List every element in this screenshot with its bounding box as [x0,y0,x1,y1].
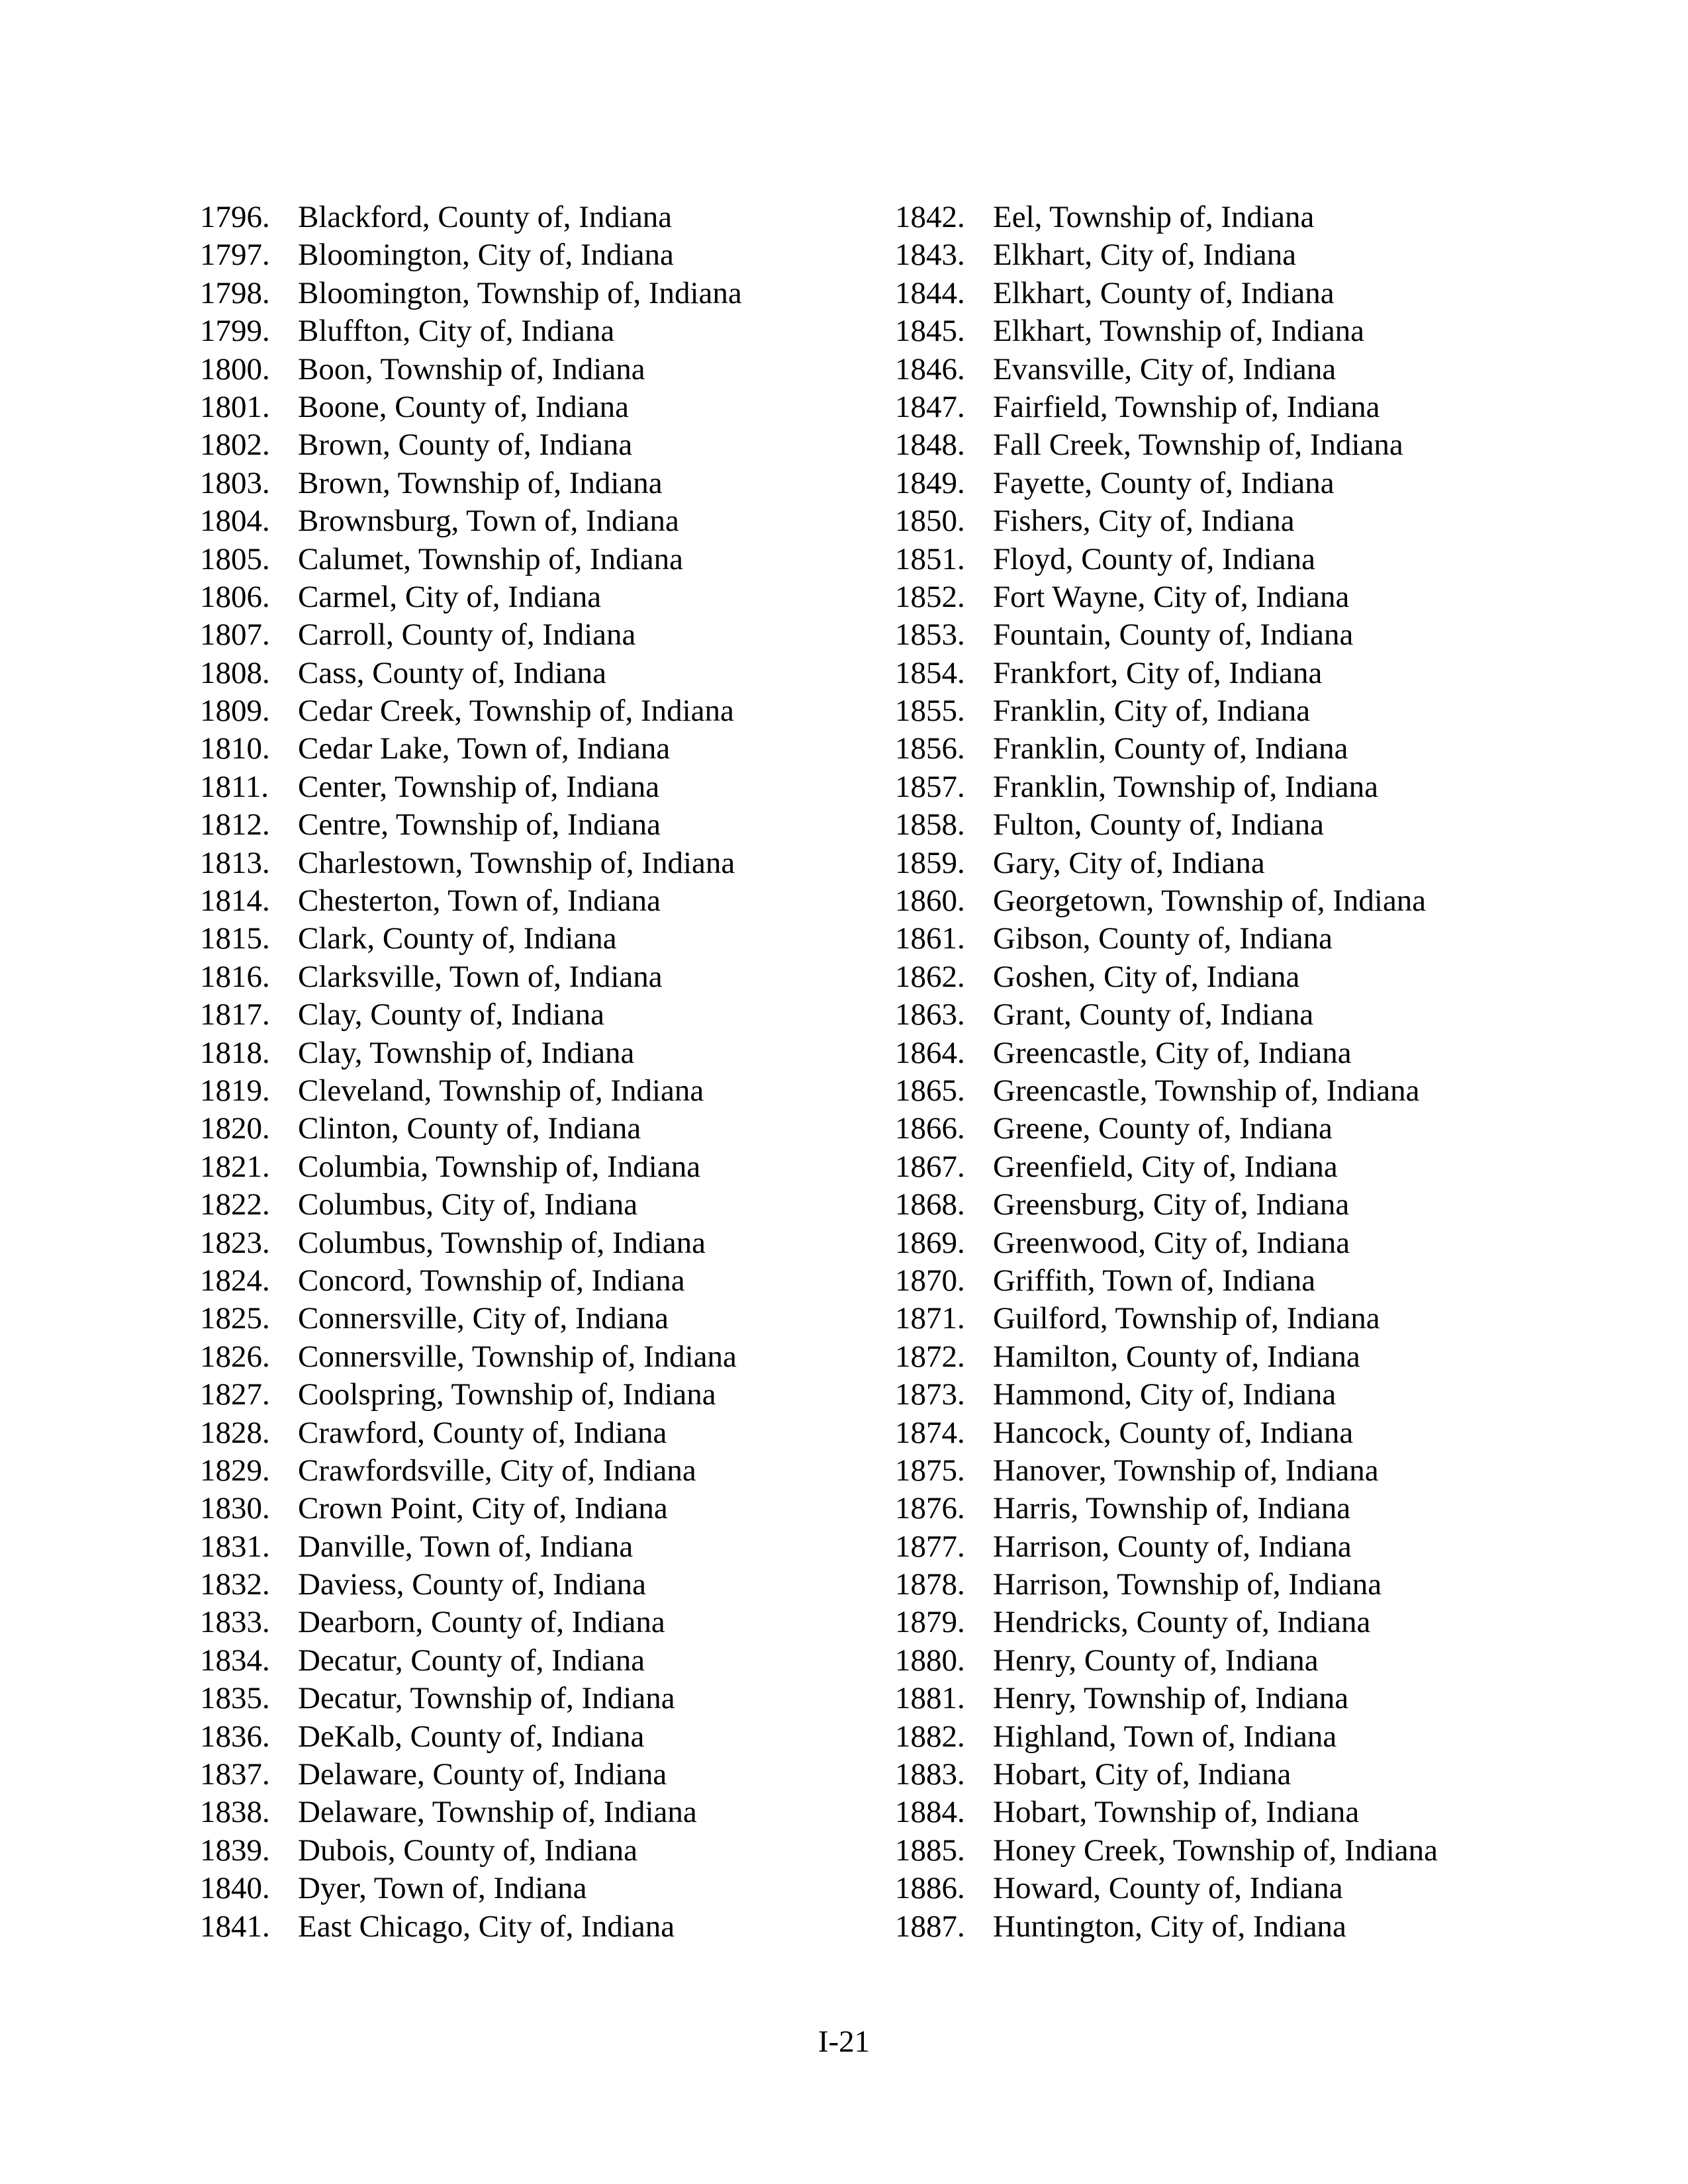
list-item [895,1262,1557,1300]
entry-number: 1851. [895,541,965,576]
entry-number: 1865. [895,1073,965,1108]
entry-number: 1796. [200,200,270,234]
entry-number: 1884. [895,1795,965,1830]
entry-number: 1863. [895,997,965,1032]
entry-name: Franklin, City of, Indiana [993,694,1311,729]
entry-name: Bluffton, City of, Indiana [298,314,615,349]
list-item [200,1642,862,1680]
entry-name: Bloomington, Township of, Indiana [298,275,742,310]
entry-name: Hancock, County of, Indiana [993,1415,1354,1450]
list-item [200,882,862,920]
entry-number: 1803. [200,465,270,500]
entry-number: 1820. [200,1111,270,1146]
entry-number: 1868. [895,1187,965,1222]
entry-name: Cedar Creek, Township of, Indiana [298,694,734,729]
entry-name: Greene, County of, Indiana [993,1111,1333,1146]
list-item [895,312,1557,350]
list-item [200,465,862,502]
entry-name: Goshen, City of, Indiana [993,959,1300,994]
entry-number: 1857. [895,769,965,804]
entry-name: Evansville, City of, Indiana [993,351,1336,387]
list-item [895,426,1557,464]
list-item [200,806,862,844]
list-item [200,996,862,1034]
entry-name: Hobart, City of, Indiana [993,1757,1291,1792]
entry-number: 1860. [895,884,965,919]
list-item [895,541,1557,578]
list-item [895,1794,1557,1831]
entry-number: 1821. [200,1149,270,1184]
list-item [895,1756,1557,1794]
list-item [895,1224,1557,1262]
entry-number: 1799. [200,314,270,349]
list-item [200,1300,862,1338]
entry-number: 1867. [895,1149,965,1184]
entry-name: Eel, Township of, Indiana [993,200,1315,234]
entry-name: Huntington, City of, Indiana [993,1909,1346,1944]
entry-number: 1882. [895,1719,965,1754]
entry-number: 1826. [200,1339,270,1374]
list-item [895,1414,1557,1452]
entry-number: 1846. [895,351,965,387]
entry-name: Columbus, City of, Indiana [298,1187,638,1222]
list-item [895,1604,1557,1641]
entry-number: 1836. [200,1719,270,1754]
list-item [895,1376,1557,1414]
entry-number: 1832. [200,1567,270,1602]
list-item [200,1528,862,1566]
entry-number: 1870. [895,1263,965,1298]
list-item [895,1566,1557,1604]
entry-name: Blackford, County of, Indiana [298,200,673,234]
entry-number: 1824. [200,1263,270,1298]
entry-number: 1802. [200,428,270,463]
list-item [895,958,1557,996]
entry-name: Decatur, County of, Indiana [298,1643,645,1678]
entry-name: Fayette, County of, Indiana [993,465,1335,500]
entry-number: 1869. [895,1225,965,1260]
entry-name: DeKalb, County of, Indiana [298,1719,645,1754]
list-item [200,275,862,312]
list-item [200,616,862,654]
list-item [200,655,862,692]
entry-name: Floyd, County of, Indiana [993,541,1315,576]
entry-number: 1798. [200,275,270,310]
entry-name: Decatur, Township of, Indiana [298,1681,675,1716]
entry-number: 1814. [200,884,270,919]
list-item [200,1376,862,1414]
entry-number: 1856. [895,731,965,766]
entry-name: Clinton, County of, Indiana [298,1111,641,1146]
entry-name: Center, Township of, Indiana [298,769,660,804]
entry-name: Harrison, Township of, Indiana [993,1567,1382,1602]
entry-number: 1842. [895,200,965,234]
list-item [200,388,862,426]
list-item [200,1756,862,1794]
entry-number: 1845. [895,314,965,349]
entry-number: 1812. [200,807,270,842]
list-item [895,806,1557,844]
entry-number: 1810. [200,731,270,766]
list-item [200,312,862,350]
list-item [200,199,862,236]
entry-name: Delaware, County of, Indiana [298,1757,667,1792]
list-item [200,768,862,806]
entry-number: 1847. [895,389,965,424]
entry-number: 1828. [200,1415,270,1450]
entry-number: 1883. [895,1757,965,1792]
entry-name: Guilford, Township of, Indiana [993,1301,1380,1336]
entry-name: Greenwood, City of, Indiana [993,1225,1350,1260]
entry-number: 1800. [200,351,270,387]
entry-name: Highland, Town of, Indiana [993,1719,1337,1754]
entry-name: Connersville, City of, Indiana [298,1301,669,1336]
entry-name: Crown Point, City of, Indiana [298,1491,668,1526]
entry-number: 1822. [200,1187,270,1222]
list-item [200,1186,862,1224]
list-item [895,465,1557,502]
list-item [200,1908,862,1946]
entry-number: 1807. [200,617,270,653]
entry-number: 1858. [895,807,965,842]
list-item [200,1338,862,1376]
entry-number: 1880. [895,1643,965,1678]
entry-name: Clark, County of, Indiana [298,921,617,956]
entry-number: 1859. [895,845,965,880]
list-item [895,199,1557,236]
entry-number: 1861. [895,921,965,956]
list-item [200,844,862,882]
entry-name: Calumet, Township of, Indiana [298,541,683,576]
list-item [895,1110,1557,1148]
entry-name: Coolspring, Township of, Indiana [298,1377,716,1412]
list-item [200,1452,862,1490]
entry-name: Centre, Township of, Indiana [298,807,661,842]
entry-name: Connersville, Township of, Indiana [298,1339,737,1374]
entry-name: Greencastle, City of, Indiana [993,1035,1352,1070]
list-item [200,730,862,768]
entry-number: 1874. [895,1415,965,1450]
list-item [895,1908,1557,1946]
entry-name: Gibson, County of, Indiana [993,921,1333,956]
entry-number: 1825. [200,1301,270,1336]
list-item [200,1072,862,1110]
entry-name: Frankfort, City of, Indiana [993,655,1323,690]
left-column [200,199,862,1946]
entry-number: 1805. [200,541,270,576]
list-item [895,1338,1557,1376]
list-item [200,426,862,464]
list-item [895,1832,1557,1870]
entry-number: 1831. [200,1529,270,1564]
entry-name: Clay, Township of, Indiana [298,1035,635,1070]
entry-name: Griffith, Town of, Indiana [993,1263,1316,1298]
list-item [895,502,1557,540]
entry-name: Franklin, Township of, Indiana [993,769,1378,804]
entry-name: Clay, County of, Indiana [298,997,604,1032]
list-item [895,1718,1557,1756]
entry-name: Hendricks, County of, Indiana [993,1605,1371,1640]
list-item [895,388,1557,426]
list-item [895,844,1557,882]
entry-name: Brown, County of, Indiana [298,428,633,463]
entry-number: 1873. [895,1377,965,1412]
list-item [895,655,1557,692]
list-item [895,1870,1557,1907]
entry-name: Greencastle, Township of, Indiana [993,1073,1420,1108]
entry-number: 1808. [200,655,270,690]
entry-number: 1823. [200,1225,270,1260]
entry-number: 1841. [200,1909,270,1944]
entry-number: 1844. [895,275,965,310]
entry-number: 1862. [895,959,965,994]
entry-name: Boon, Township of, Indiana [298,351,645,387]
right-column [895,199,1557,1946]
entry-name: Daviess, County of, Indiana [298,1567,647,1602]
list-item [895,1490,1557,1527]
list-item [895,1186,1557,1224]
entry-name: Hammond, City of, Indiana [993,1377,1336,1412]
entry-name: Charlestown, Township of, Indiana [298,845,735,880]
entry-number: 1850. [895,504,965,539]
list-item [200,1224,862,1262]
entry-name: Howard, County of, Indiana [993,1871,1343,1906]
entry-number: 1843. [895,238,965,273]
entry-number: 1817. [200,997,270,1032]
entry-number: 1809. [200,694,270,729]
entry-number: 1834. [200,1643,270,1678]
entry-number: 1838. [200,1795,270,1830]
list-item [200,502,862,540]
entry-number: 1848. [895,428,965,463]
list-item [895,1452,1557,1490]
entry-number: 1816. [200,959,270,994]
entry-name: Fall Creek, Township of, Indiana [993,428,1403,463]
entry-number: 1818. [200,1035,270,1070]
entry-number: 1864. [895,1035,965,1070]
list-item [200,1490,862,1527]
list-item [895,768,1557,806]
list-item [895,730,1557,768]
entry-number: 1876. [895,1491,965,1526]
entry-name: Bloomington, City of, Indiana [298,238,674,273]
entry-number: 1813. [200,845,270,880]
entry-name: Greensburg, City of, Indiana [993,1187,1350,1222]
list-item [895,1680,1557,1717]
entry-number: 1837. [200,1757,270,1792]
list-item [200,1148,862,1186]
list-item [895,1528,1557,1566]
entry-number: 1879. [895,1605,965,1640]
list-item [200,1870,862,1907]
list-item [895,236,1557,274]
entry-name: Harrison, County of, Indiana [993,1529,1352,1564]
entry-name: Fulton, County of, Indiana [993,807,1324,842]
entry-name: Cedar Lake, Town of, Indiana [298,731,671,766]
entry-number: 1887. [895,1909,965,1944]
list-item [895,1034,1557,1072]
list-item [200,920,862,958]
entry-name: Gary, City of, Indiana [993,845,1265,880]
entry-name: Danville, Town of, Indiana [298,1529,633,1564]
entry-number: 1806. [200,579,270,614]
entry-number: 1854. [895,655,965,690]
entry-number: 1819. [200,1073,270,1108]
entry-name: Greenfield, City of, Indiana [993,1149,1338,1184]
entry-number: 1849. [895,465,965,500]
entry-number: 1878. [895,1567,965,1602]
entry-number: 1853. [895,617,965,653]
entry-name: Cass, County of, Indiana [298,655,607,690]
entry-number: 1827. [200,1377,270,1412]
entry-name: Clarksville, Town of, Indiana [298,959,663,994]
list-item [200,1034,862,1072]
entry-name: Henry, County of, Indiana [993,1643,1319,1678]
list-item [200,578,862,616]
list-item [200,1718,862,1756]
entry-name: Boone, County of, Indiana [298,389,629,424]
list-item [200,541,862,578]
entry-name: Elkhart, City of, Indiana [993,238,1297,273]
entry-name: Dearborn, County of, Indiana [298,1605,665,1640]
entry-name: Harris, Township of, Indiana [993,1491,1351,1526]
entry-name: Franklin, County of, Indiana [993,731,1348,766]
list-item [200,1680,862,1717]
entry-name: Hamilton, County of, Indiana [993,1339,1360,1374]
entry-number: 1866. [895,1111,965,1146]
entry-number: 1833. [200,1605,270,1640]
list-item [895,616,1557,654]
list-item [895,1148,1557,1186]
entry-name: Hobart, Township of, Indiana [993,1795,1360,1830]
list-item [200,351,862,388]
list-item [895,275,1557,312]
entry-name: Honey Creek, Township of, Indiana [993,1833,1438,1868]
list-item [895,692,1557,730]
list-item [200,1794,862,1831]
entry-name: Georgetown, Township of, Indiana [993,884,1427,919]
entry-name: Columbus, Township of, Indiana [298,1225,706,1260]
entry-number: 1839. [200,1833,270,1868]
entry-name: Concord, Township of, Indiana [298,1263,685,1298]
list-item [200,958,862,996]
entry-name: Fishers, City of, Indiana [993,504,1295,539]
list-item [895,1642,1557,1680]
entry-name: Grant, County of, Indiana [993,997,1314,1032]
entry-name: Elkhart, County of, Indiana [993,275,1335,310]
entry-number: 1815. [200,921,270,956]
entry-number: 1877. [895,1529,965,1564]
list-item [200,1110,862,1148]
entry-number: 1801. [200,389,270,424]
entry-number: 1840. [200,1871,270,1906]
entry-name: Crawfordsville, City of, Indiana [298,1453,696,1488]
entry-name: Brown, Township of, Indiana [298,465,663,500]
entry-name: Carroll, County of, Indiana [298,617,636,653]
list-item [895,920,1557,958]
entry-number: 1855. [895,694,965,729]
entry-number: 1881. [895,1681,965,1716]
list-item [895,578,1557,616]
entry-number: 1797. [200,238,270,273]
entry-name: Carmel, City of, Indiana [298,579,602,614]
list-item [895,351,1557,388]
list-item [200,1566,862,1604]
entry-name: Cleveland, Township of, Indiana [298,1073,704,1108]
entry-name: Dubois, County of, Indiana [298,1833,638,1868]
list-item [895,882,1557,920]
entry-number: 1830. [200,1491,270,1526]
entry-number: 1872. [895,1339,965,1374]
entry-number: 1835. [200,1681,270,1716]
entry-name: Fort Wayne, City of, Indiana [993,579,1350,614]
list-item [200,236,862,274]
entry-name: East Chicago, City of, Indiana [298,1909,675,1944]
list-item [200,1832,862,1870]
entry-name: Delaware, Township of, Indiana [298,1795,697,1830]
list-item [200,1414,862,1452]
list-item [200,1604,862,1641]
list-item [200,1262,862,1300]
list-item [895,1072,1557,1110]
list-item [895,996,1557,1034]
page-number: I-21 [818,2025,870,2059]
entry-name: Fairfield, Township of, Indiana [993,389,1380,424]
entry-number: 1886. [895,1871,965,1906]
entry-name: Elkhart, Township of, Indiana [993,314,1365,349]
entry-name: Brownsburg, Town of, Indiana [298,504,679,539]
entry-number: 1875. [895,1453,965,1488]
entry-number: 1811. [200,769,269,804]
entry-name: Hanover, Township of, Indiana [993,1453,1379,1488]
list-item [200,692,862,730]
entry-number: 1885. [895,1833,965,1868]
entry-name: Chesterton, Town of, Indiana [298,884,661,919]
entry-number: 1804. [200,504,270,539]
entry-name: Henry, Township of, Indiana [993,1681,1349,1716]
entry-name: Columbia, Township of, Indiana [298,1149,701,1184]
entry-number: 1871. [895,1301,965,1336]
entry-name: Fountain, County of, Indiana [993,617,1354,653]
entry-name: Dyer, Town of, Indiana [298,1871,587,1906]
entry-number: 1829. [200,1453,270,1488]
entry-name: Crawford, County of, Indiana [298,1415,667,1450]
list-item [895,1300,1557,1338]
entry-number: 1852. [895,579,965,614]
